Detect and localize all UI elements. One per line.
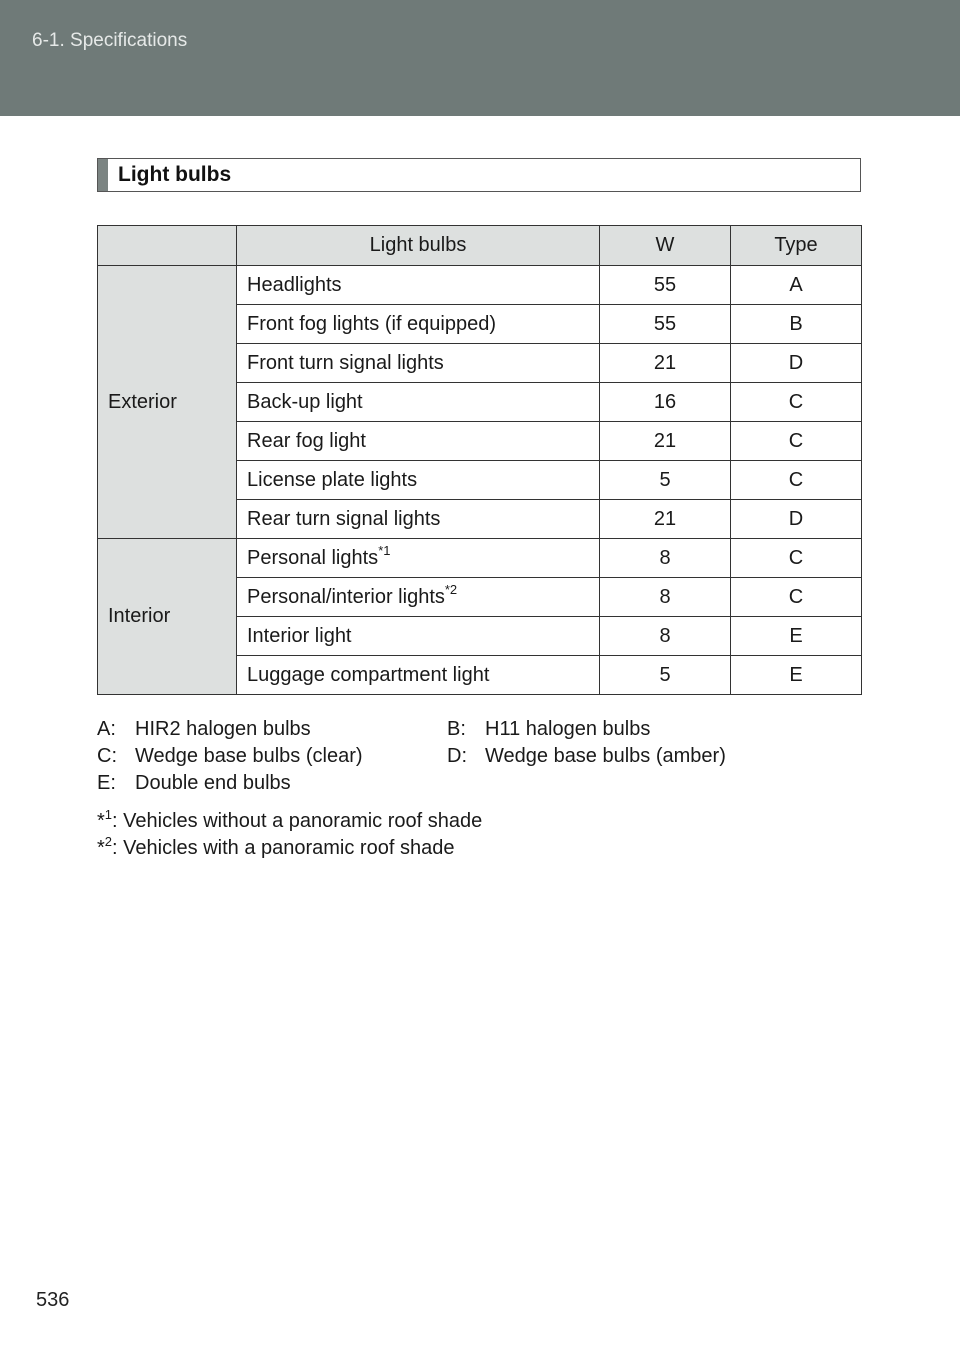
footnote-ref: *1 <box>378 542 391 558</box>
table-row <box>98 266 862 305</box>
watts-cell: 21 <box>600 422 731 461</box>
watts-cell: 21 <box>600 500 731 539</box>
group-cell: Interior <box>98 539 237 695</box>
type-cell: E <box>731 656 862 695</box>
legend-item <box>447 716 797 743</box>
bulb-name-cell <box>237 578 600 617</box>
header-cell-watts: W <box>600 226 731 266</box>
footnote-asterisk: * <box>97 810 105 832</box>
legend-text: Wedge base bulbs (amber) <box>485 745 726 767</box>
legend-text: Wedge base bulbs (clear) <box>135 745 363 767</box>
bulb-name-cell <box>237 539 600 578</box>
legend-key: B: <box>447 718 466 740</box>
bulb-name-cell <box>237 656 600 695</box>
footnote-number: 1 <box>104 807 113 822</box>
watts-cell: 21 <box>600 344 731 383</box>
section-breadcrumb: 6-1. Specifications <box>32 30 188 51</box>
watts-cell: 5 <box>600 656 731 695</box>
header-cell-bulb: Light bulbs <box>237 226 600 266</box>
legend-text: H11 halogen bulbs <box>485 718 651 740</box>
header-cell-group <box>98 226 237 266</box>
bulb-name-cell <box>237 305 600 344</box>
bulb-name: Headlights <box>247 273 342 296</box>
footnote <box>97 808 482 835</box>
watts-cell: 8 <box>600 617 731 656</box>
section-heading <box>97 158 861 192</box>
section-heading-bar <box>98 159 108 191</box>
legend-item <box>447 743 797 770</box>
type-cell: A <box>731 266 862 305</box>
watts-cell: 16 <box>600 383 731 422</box>
legend-key: C: <box>97 745 117 767</box>
bulb-type-legend <box>97 716 857 797</box>
watts-cell: 8 <box>600 578 731 617</box>
type-cell: C <box>731 422 862 461</box>
type-cell: C <box>731 578 862 617</box>
bulb-name: Back-up light <box>247 390 363 413</box>
bulb-name: Rear turn signal lights <box>247 507 441 530</box>
legend-item <box>97 770 447 797</box>
bulb-name-cell <box>237 266 600 305</box>
footnote-asterisk: * <box>97 837 105 859</box>
footnote-text: : Vehicles without a panoramic roof shade <box>112 810 483 832</box>
bulb-name: Front turn signal lights <box>247 351 444 374</box>
bulb-name-cell <box>237 344 600 383</box>
legend-text: Double end bulbs <box>135 772 291 794</box>
bulb-name: Luggage compartment light <box>247 663 490 686</box>
bulb-name-cell <box>237 383 600 422</box>
group-cell: Exterior <box>98 266 237 539</box>
watts-cell: 55 <box>600 305 731 344</box>
watts-cell: 8 <box>600 539 731 578</box>
header-cell-type: Type <box>731 226 862 266</box>
light-bulbs-table <box>97 225 862 695</box>
type-cell: C <box>731 383 862 422</box>
watts-cell: 55 <box>600 266 731 305</box>
section-title: Light bulbs <box>118 163 232 186</box>
footnote-number: 2 <box>104 834 113 849</box>
bulb-name-cell <box>237 422 600 461</box>
type-cell: C <box>731 461 862 500</box>
footnotes <box>97 808 482 862</box>
legend-item <box>97 743 447 770</box>
footnote-ref: *2 <box>444 581 458 597</box>
bulb-name: Personal lights <box>247 546 379 569</box>
legend-text: HIR2 halogen bulbs <box>135 718 311 740</box>
type-cell: C <box>731 539 862 578</box>
watts-cell: 5 <box>600 461 731 500</box>
bulb-name-cell <box>237 617 600 656</box>
bulb-name: License plate lights <box>247 468 418 491</box>
legend-key: E: <box>97 772 116 794</box>
bulb-name: Front fog lights (if equipped) <box>247 312 497 335</box>
type-cell: D <box>731 344 862 383</box>
footnote <box>97 835 482 862</box>
header-band <box>0 0 960 116</box>
type-cell: D <box>731 500 862 539</box>
bulb-name: Personal/interior lights <box>247 585 445 608</box>
type-cell: E <box>731 617 862 656</box>
legend-key: D: <box>447 745 467 767</box>
page-number: 536 <box>36 1289 70 1311</box>
legend-item <box>97 716 447 743</box>
table-body <box>98 266 862 695</box>
footnote-text: : Vehicles with a panoramic roof shade <box>112 837 455 859</box>
bulb-name-cell <box>237 500 600 539</box>
table-header-row <box>98 226 862 266</box>
bulb-name: Interior light <box>247 624 352 647</box>
type-cell: B <box>731 305 862 344</box>
bulb-name-cell <box>237 461 600 500</box>
legend-key: A: <box>97 718 116 740</box>
bulb-name: Rear fog light <box>247 429 366 452</box>
table-row <box>98 539 862 578</box>
